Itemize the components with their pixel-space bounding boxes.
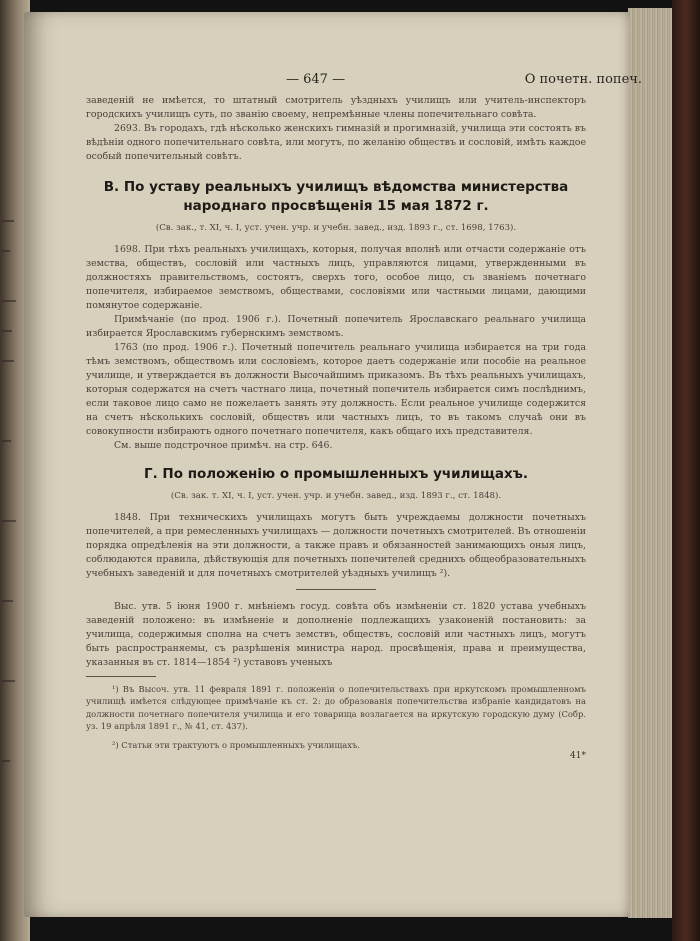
book-page <box>24 12 642 917</box>
section-g-reference: (Св. зак. т. XI, ч. I, уст. учен. учр. и учебн. завед., изд. 1893 г., ст. 1848). <box>170 491 502 501</box>
section-divider <box>296 589 376 590</box>
page-number: — 647 — <box>286 72 346 87</box>
left-page-text-fragments <box>2 0 22 941</box>
paragraph-note: Примѣчаніе (по прод. 1906 г.). Почетный попечитель Ярославскаго реальнаго училища избирается Ярославскимъ губернскимъ земствомъ. <box>86 314 586 339</box>
footnote-1: ¹) Въ Высоч. утв. 11 февраля 1891 г. положеніи о попечительствахъ при иркутскомъ промышленномъ училищѣ имѣется слѣдующее примѣчаніе къ ст. 2: до образованія попечительства избраніе кандидатовъ на должности почетнаго попечителя училища и его товарища возлагается на иркутскую городскую думу (Собр. уз. 19 апрѣля 1891 г., № 41, ст. 437). <box>86 684 586 732</box>
section-v-reference: (Св. зак., т. XI, ч. I, уст. учен. учр. и учебн. завед., изд. 1893 г., ст. 1698, 1763). <box>155 223 517 233</box>
section-g-heading: Г. По положенію о промышленныхъ училищахъ. <box>143 466 528 482</box>
page-stack-edge <box>628 8 672 918</box>
paragraph-intro: заведеній не имѣется, то штатный смотритель уѣздныхъ училищъ или учитель-инспекторъ городскихъ училищъ суть, по званію своему, непремѣнные члены попечительнаго совѣта. <box>86 95 586 120</box>
printer-signature: 41* <box>570 751 586 762</box>
page-header <box>86 26 642 87</box>
running-title: О почетн. попеч. <box>524 72 642 87</box>
book-cover-spine <box>672 0 700 941</box>
section-v-heading: В. По уставу реальныхъ училищъ вѣдомства министерства народнаго просвѣщенія 15 мая 1872 г. <box>103 179 569 214</box>
paragraph-1900: Выс. утв. 5 іюня 1900 г. мнѣніемъ госуд. совѣта объ измѣненіи ст. 1820 устава учебныхъ заведеній положено: въ измѣненіе и дополненіе подлежащихъ узаконеній постановить: за училища, содержимыя сполна на счетъ земствъ, обществъ, сословій или частныхъ лицъ, могутъ быть распространяемы, съ разрѣшенія министра народ. просвѣщенія, права и преимущества, указанныя въ ст. 1814—1854 ²) уставовъ ученыхъ <box>86 601 586 668</box>
paragraph-2693: 2693. Въ городахъ, гдѣ нѣсколько женскихъ гимназій и прогимназій, училища эти состоять въ вѣдѣніи одного попечительнаго совѣта, или могутъ, по желанію обществъ и сословій, имѣть каждое особый попечительный совѣтъ. <box>86 123 586 162</box>
paragraph-see-also: См. выше подстрочное примѣч. на стр. 646. <box>114 440 333 451</box>
paragraph-1763: 1763 (по прод. 1906 г.). Почетный попечитель реальнаго училища избирается на три года тѣмъ земствомъ, обществомъ или сословіемъ, которое даетъ содержаніе или пособіе на реальное училище, и утверждается въ должности Высочайшимъ приказомъ. Въ тѣхъ реальныхъ училищахъ, которыя содержатся на счетъ частнаго лица, почетный попечитель избирается симъ послѣднимъ, если таковое лицо само не пожелаетъ занять эту должность. Если реальное училище содержится на счетъ нѣсколькихъ сословій, обществъ или частныхъ лицъ, то въ такомъ случаѣ они въ совокупности избираютъ одного почетнаго попечителя, какъ общаго ихъ представителя. <box>86 342 586 437</box>
paragraph-1698: 1698. При тѣхъ реальныхъ училищахъ, которыя, получая вполнѣ или отчасти содержаніе отъ земства, обществъ, сословій или частныхъ лицъ, управляются лицами, утвержденными въ должностяхъ правительствомъ, состоятъ, сверхъ того, особое лицо, съ званіемъ почетнаго попечителя, избираемое земствомъ, обществами, сословіями или частными лицами, дающими помянутое содержаніе. <box>86 244 586 311</box>
footnote-divider <box>86 676 156 677</box>
footnote-2: ²) Статьи эти трактуютъ о промышленныхъ училищахъ. <box>112 739 360 750</box>
page-content <box>86 26 642 765</box>
paragraph-1848: 1848. При техническихъ училищахъ могутъ быть учреждаемы должности почетныхъ попечителей, а при ремесленныхъ училищахъ — должности почетныхъ смотрителей. Въ отношеніи порядка опредѣленія на эти должности, а также правъ и обязанностей занимающихъ оныя лицъ, соблюдаются правила, дѣйствующія для почетныхъ попечителей среднихъ общеобразовательныхъ учебныхъ заведеній и для почетныхъ смотрителей уѣздныхъ училищъ ²). <box>86 512 586 579</box>
